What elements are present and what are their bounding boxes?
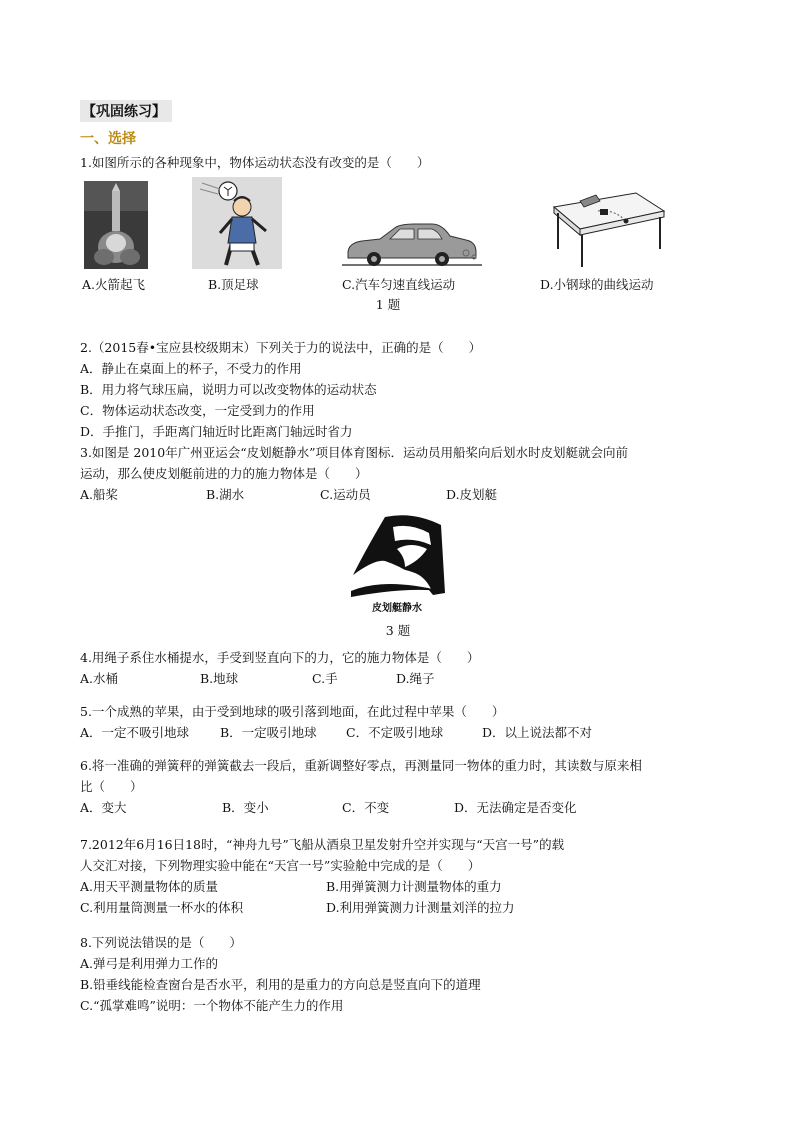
q4-stem: 4.用绳子系住水桶提水，手受到竖直向下的力，它的施力物体是（ ） bbox=[80, 650, 480, 665]
q5-option-b: B．一定吸引地球 bbox=[220, 725, 317, 740]
q7-options-row1 bbox=[80, 876, 720, 897]
q6-options bbox=[80, 797, 720, 818]
q2-option-d: D．手推门，手距离门轴近时比距离门轴远时省力 bbox=[80, 424, 353, 439]
q3-option-d: D.皮划艇 bbox=[446, 487, 498, 502]
q3-option-a: A.船桨 bbox=[80, 487, 119, 502]
q8-option-c: C.“孤掌难鸣”说明：一个物体不能产生力的作用 bbox=[80, 998, 344, 1013]
q6-option-a: A．变大 bbox=[80, 800, 127, 815]
q6-stem-line1: 6.将一准确的弹簧秤的弹簧截去一段后，重新调整好零点，再测量同一物体的重力时，其读数与原来相 bbox=[80, 758, 642, 773]
q6-option-d: D．无法确定是否变化 bbox=[454, 800, 577, 815]
q4-option-d: D.绳子 bbox=[396, 671, 435, 686]
q2-stem: 2.（2015春•宝应县校级期末）下列关于力的说法中，正确的是（ ） bbox=[80, 340, 482, 355]
q7-stem-line2: 人交汇对接，下列物理实验中能在“天宫一号”实验舱中完成的是（ ） bbox=[80, 858, 481, 873]
q6-stem-line2: 比（ ） bbox=[80, 779, 143, 794]
q5-option-a: A．一定不吸引地球 bbox=[80, 725, 190, 740]
q3-stem-line2: 运动，那么使皮划艇前进的力的施力物体是（ ） bbox=[80, 466, 368, 481]
q2-option-a: A．静止在桌面上的杯子，不受力的作用 bbox=[80, 361, 302, 376]
car-moving-image bbox=[342, 217, 482, 269]
q8-option-b: B.铅垂线能检查窗台是否水平，利用的是重力的方向总是竖直向下的道理 bbox=[80, 977, 481, 992]
q8-stem: 8.下列说法错误的是（ ） bbox=[80, 935, 242, 950]
steel-ball-table-image bbox=[540, 183, 670, 271]
q7-option-b: B.用弹簧测力计测量物体的重力 bbox=[326, 879, 502, 894]
q8-option-a: A.弹弓是利用弹力工作的 bbox=[80, 956, 219, 971]
q5-option-c: C．不定吸引地球 bbox=[346, 725, 444, 740]
q3-stem-line1: 3.如图是 2010年广州亚运会“皮划艇静水”项目体育图标．运动员用船桨向后划水时皮划艇就会向前 bbox=[80, 445, 628, 460]
kayak-icon-label: 皮划艇静水 bbox=[372, 603, 422, 614]
q1-figures bbox=[80, 177, 720, 273]
q4-option-c: C.手 bbox=[312, 671, 338, 686]
q1-stem: 1.如图所示的各种现象中，物体运动状态没有改变的是（ ） bbox=[80, 155, 430, 170]
q1-option-b: B.顶足球 bbox=[208, 277, 259, 292]
section-title: 一、选择 bbox=[80, 131, 136, 147]
q1-option-d: D.小钢球的曲线运动 bbox=[540, 277, 654, 292]
q3-option-c: C.运动员 bbox=[320, 487, 371, 502]
q1-option-a: A.火箭起飞 bbox=[82, 277, 146, 292]
q5-option-d: D．以上说法都不对 bbox=[482, 725, 593, 740]
q7-stem-line1: 7.2012年6月16日18时，“神舟九号”飞船从酒泉卫星发射升空并实现与“天宫一号”的载 bbox=[80, 837, 565, 852]
q1-caption: 1 题 bbox=[375, 297, 401, 312]
q2-option-c: C．物体运动状态改变，一定受到力的作用 bbox=[80, 403, 315, 418]
rocket-launch-image bbox=[84, 181, 148, 269]
heading-soccer-image bbox=[192, 177, 282, 269]
q1-option-c: C.汽车匀速直线运动 bbox=[342, 277, 456, 292]
q4-options bbox=[80, 668, 720, 689]
q7-option-d: D.利用弹簧测力计测量刘洋的拉力 bbox=[326, 900, 515, 915]
q7-option-c: C.利用量筒测量一杯水的体积 bbox=[80, 900, 244, 915]
q5-stem: 5.一个成熟的苹果，由于受到地球的吸引落到地面，在此过程中苹果（ ） bbox=[80, 704, 505, 719]
q1-options bbox=[80, 275, 720, 297]
q7-options-row2 bbox=[80, 897, 720, 918]
q3-options bbox=[80, 484, 720, 505]
q7-option-a: A.用天平测量物体的质量 bbox=[80, 879, 219, 894]
worksheet-page bbox=[80, 100, 720, 1016]
heading: 【巩固练习】 bbox=[80, 100, 172, 122]
q6-option-c: C．不变 bbox=[342, 800, 390, 815]
q3-caption: 3 题 bbox=[385, 623, 411, 638]
q3-option-b: B.湖水 bbox=[206, 487, 245, 502]
q5-options bbox=[80, 722, 720, 743]
q2-option-b: B．用力将气球压扁，说明力可以改变物体的运动状态 bbox=[80, 382, 377, 397]
q4-option-b: B.地球 bbox=[200, 671, 239, 686]
q4-option-a: A.水桶 bbox=[80, 671, 119, 686]
q6-option-b: B．变小 bbox=[222, 800, 269, 815]
q3-figure bbox=[80, 511, 720, 623]
kayak-flatwater-icon bbox=[345, 511, 455, 599]
